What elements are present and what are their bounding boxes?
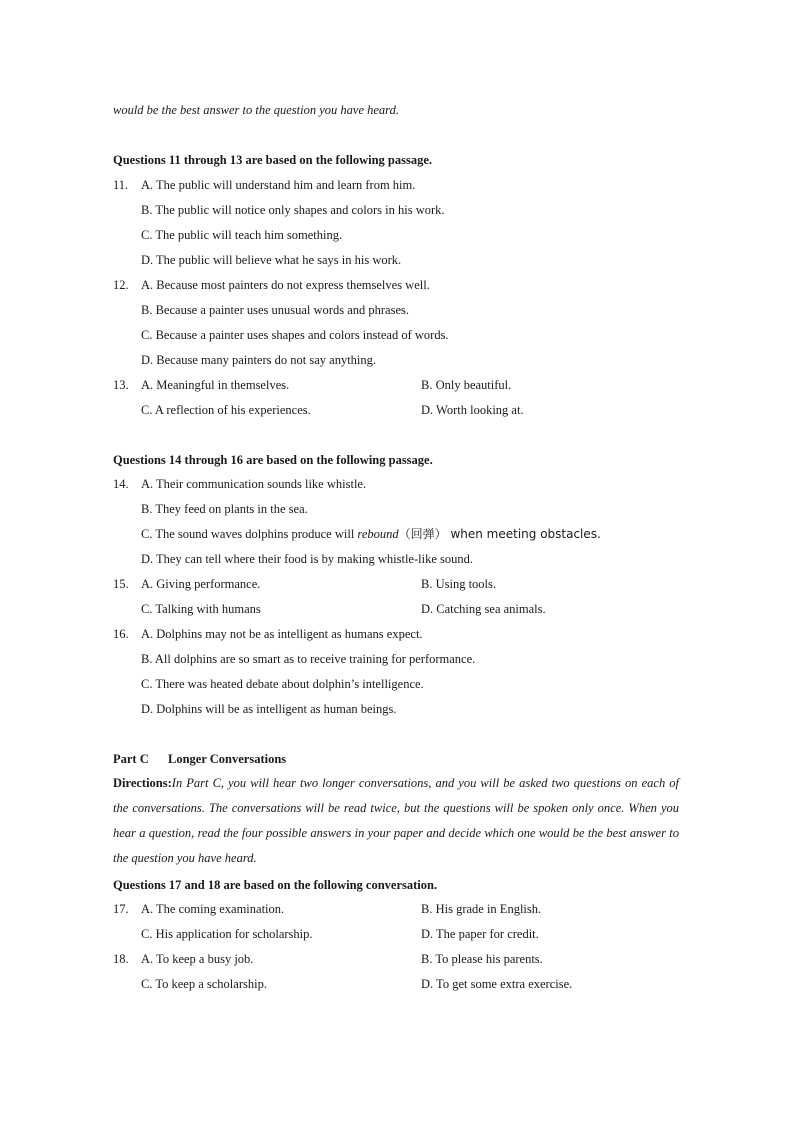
q11-option-b: B. The public will notice only shapes and colors in his work. <box>141 203 445 217</box>
q14-option-c-text: C. The sound waves dolphins produce will <box>141 527 358 541</box>
q16-option-b: B. All dolphins are so smart as to receive training for performance. <box>141 652 476 666</box>
q14-option-b: B. They feed on plants in the sea. <box>141 502 308 516</box>
q14-option-c <box>141 526 601 542</box>
q12-option-a: A. Because most painters do not express themselves well. <box>141 278 430 292</box>
section-heading-14-16: Questions 14 through 16 are based on the following passage. <box>113 453 433 467</box>
q12-option-d: D. Because many painters do not say anything. <box>141 353 377 367</box>
directions-label: Directions: <box>113 776 172 790</box>
q18-option-a: A. To keep a busy job. <box>141 952 254 966</box>
q13-option-c: C. A reflection of his experiences. <box>141 403 311 417</box>
q13-option-b: B. Only beautiful. <box>421 378 512 392</box>
part-c-label: Part C <box>113 752 149 766</box>
q17-option-b: B. His grade in English. <box>421 902 542 916</box>
q17-option-c: C. His application for scholarship. <box>141 927 313 941</box>
q11-option-a: A. The public will understand him and learn from him. <box>141 178 416 192</box>
q18-option-d: D. To get some extra exercise. <box>421 977 573 991</box>
q14-option-d: D. They can tell where their food is by making whistle-like sound. <box>141 552 473 566</box>
directions-continuation: would be the best answer to the question you have heard. <box>113 103 399 117</box>
question-number-11: 11. <box>113 178 129 192</box>
q16-option-c: C. There was heated debate about dolphin’s intelligence. <box>141 677 424 691</box>
directions-text: In Part C, you will hear two longer conversations, and you will be asked two questions on each of the conversations. The conversations will be read twice, but the questions will be spoken only once. When you hear a question, read the four possible answers in your paper and decide which one would be the best answer to the question you have heard. <box>113 776 679 865</box>
q12-option-c: C. Because a painter uses shapes and colors instead of words. <box>141 328 449 342</box>
q15-option-b: B. Using tools. <box>421 577 497 591</box>
part-c-title: Longer Conversations <box>168 752 287 766</box>
part-c-directions <box>113 771 679 871</box>
q16-option-d: D. Dolphins will be as intelligent as human beings. <box>141 702 397 716</box>
question-number-12: 12. <box>113 278 129 292</box>
q11-option-d: D. The public will believe what he says in his work. <box>141 253 402 267</box>
q17-option-d: D. The paper for credit. <box>421 927 539 941</box>
q15-option-a: A. Giving performance. <box>141 577 261 591</box>
q14-option-c-italic-word: rebound <box>357 527 399 541</box>
question-number-13: 13. <box>113 378 129 392</box>
section-heading-17-18: Questions 17 and 18 are based on the following conversation. <box>113 878 438 892</box>
question-number-14: 14. <box>113 477 129 491</box>
section-heading-11-13: Questions 11 through 13 are based on the following passage. <box>113 153 433 167</box>
q18-option-b: B. To please his parents. <box>421 952 543 966</box>
q15-option-c: C. Talking with humans <box>141 602 261 616</box>
q17-option-a: A. The coming examination. <box>141 902 285 916</box>
q14-option-c-text-end: （回弹） when meeting obstacles. <box>398 527 601 541</box>
q18-option-c: C. To keep a scholarship. <box>141 977 267 991</box>
question-number-18: 18. <box>113 952 129 966</box>
question-number-15: 15. <box>113 577 129 591</box>
q16-option-a: A. Dolphins may not be as intelligent as humans expect. <box>141 627 423 641</box>
q13-option-a: A. Meaningful in themselves. <box>141 378 290 392</box>
q14-option-a: A. Their communication sounds like whistle. <box>141 477 367 491</box>
q12-option-b: B. Because a painter uses unusual words and phrases. <box>141 303 409 317</box>
q13-option-d: D. Worth looking at. <box>421 403 524 417</box>
question-number-17: 17. <box>113 902 129 916</box>
q11-option-c: C. The public will teach him something. <box>141 228 343 242</box>
question-number-16: 16. <box>113 627 129 641</box>
q15-option-d: D. Catching sea animals. <box>421 602 546 616</box>
